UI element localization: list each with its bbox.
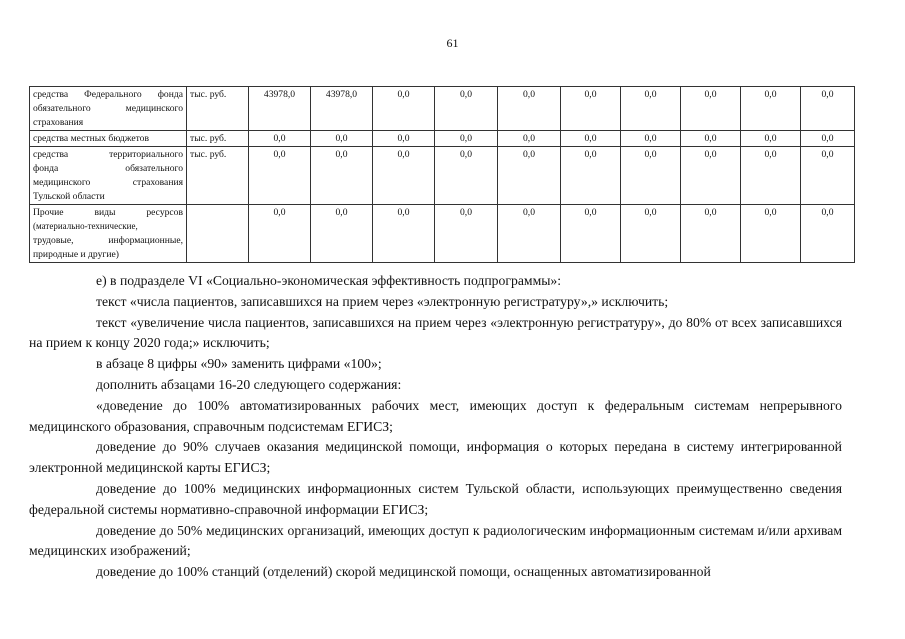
value-cell: 0,0 — [621, 87, 681, 131]
value-cell: 0,0 — [561, 205, 621, 263]
value-cell: 0,0 — [311, 131, 373, 147]
paragraph: дополнить абзацами 16-20 следующего содержания: — [96, 376, 402, 392]
row-label-line: фонда обязательного — [33, 163, 183, 174]
value-cell: 43978,0 — [311, 87, 373, 131]
value-cell: 0,0 — [249, 131, 311, 147]
paragraph: доведение до 100% станций (отделений) скорой медицинской помощи, оснащенных автоматизированной — [96, 564, 711, 580]
value-cell: 0,0 — [561, 131, 621, 147]
value-cell: 0,0 — [681, 131, 741, 147]
row-label-line: средства Федерального фонда — [33, 89, 183, 100]
value-cell: 0,0 — [373, 205, 435, 263]
value-cell: 0,0 — [561, 87, 621, 131]
row-label-line: трудовые, информационные, — [33, 235, 183, 246]
row-label-line: страхования — [33, 117, 84, 128]
table-row — [30, 147, 855, 205]
table-row — [30, 131, 855, 147]
value-cell: 0,0 — [621, 131, 681, 147]
value-cell: 0,0 — [741, 147, 801, 205]
row-label-line: Прочие виды ресурсов — [33, 207, 183, 218]
value-cell: 0,0 — [373, 87, 435, 131]
paragraph: доведение до 100% медицинских информационных систем Тульской области, использующих преимущественно сведения федеральной системы нормативно-справочной информации ЕГИСЗ; — [29, 480, 842, 517]
unit-cell: тыс. руб. — [187, 147, 249, 205]
table-row — [30, 87, 855, 131]
unit-cell: тыс. руб. — [187, 87, 249, 131]
value-cell: 0,0 — [801, 131, 855, 147]
value-cell: 0,0 — [741, 131, 801, 147]
value-cell: 0,0 — [373, 131, 435, 147]
row-label-line: природные и другие) — [33, 249, 119, 260]
row-label — [30, 87, 187, 131]
row-label-line: Тульской области — [33, 191, 105, 202]
value-cell: 0,0 — [621, 147, 681, 205]
row-label — [30, 131, 187, 147]
value-cell: 0,0 — [498, 205, 561, 263]
table-row — [30, 205, 855, 263]
row-label — [30, 205, 187, 263]
row-label-line: обязательного медицинского — [33, 103, 183, 114]
value-cell: 0,0 — [561, 147, 621, 205]
row-label-line: медицинского страхования — [33, 177, 183, 188]
value-cell: 0,0 — [373, 147, 435, 205]
row-label-line: средства местных бюджетов — [33, 133, 149, 144]
value-cell: 0,0 — [249, 205, 311, 263]
value-cell: 0,0 — [801, 205, 855, 263]
value-cell: 0,0 — [498, 147, 561, 205]
paragraph: в абзаце 8 цифры «90» заменить цифрами «100»; — [96, 356, 382, 372]
value-cell: 0,0 — [311, 205, 373, 263]
value-cell: 0,0 — [741, 87, 801, 131]
row-label-line: (материально-технические, — [33, 221, 138, 231]
unit-cell — [187, 205, 249, 263]
value-cell: 0,0 — [311, 147, 373, 205]
paragraph: е) в подразделе VI «Социально-экономическая эффективность подпрограммы»: — [96, 273, 562, 288]
value-cell: 0,0 — [498, 131, 561, 147]
paragraph: текст «числа пациентов, записавшихся на прием через «электронную регистратуру»,» исключить; — [96, 293, 669, 309]
row-label — [30, 147, 187, 205]
value-cell: 0,0 — [435, 205, 498, 263]
value-cell: 43978,0 — [249, 87, 311, 131]
value-cell: 0,0 — [249, 147, 311, 205]
paragraph: доведение до 50% медицинских организаций, имеющих доступ к радиологическим информационным системам и/или архивам медицинских изображений; — [29, 522, 842, 559]
value-cell: 0,0 — [435, 131, 498, 147]
value-cell: 0,0 — [681, 147, 741, 205]
body-text — [29, 271, 842, 583]
value-cell: 0,0 — [621, 205, 681, 263]
value-cell: 0,0 — [741, 205, 801, 263]
unit-cell: тыс. руб. — [187, 131, 249, 147]
value-cell: 0,0 — [801, 87, 855, 131]
value-cell: 0,0 — [681, 87, 741, 131]
value-cell: 0,0 — [435, 87, 498, 131]
page-number: 61 — [446, 36, 459, 50]
value-cell: 0,0 — [435, 147, 498, 205]
paragraph: доведение до 90% случаев оказания медицинской помощи, информация о которых передана в систему интегрированной электронной медицинской карты ЕГИСЗ; — [29, 439, 842, 476]
funding-table-body — [30, 87, 855, 263]
paragraph: «доведение до 100% автоматизированных рабочих мест, имеющих доступ к федеральным системам непрерывного медицинского образования, справочным подсистемам ЕГИСЗ; — [29, 397, 842, 434]
row-label-line: средства территориального — [33, 149, 183, 160]
value-cell: 0,0 — [681, 205, 741, 263]
value-cell: 0,0 — [801, 147, 855, 205]
funding-table — [29, 86, 855, 263]
value-cell: 0,0 — [498, 87, 561, 131]
paragraph: текст «увеличение числа пациентов, записавшихся на прием через «электронную регистратуру», до 80% от всех записавшихся на прием к концу 2020 года;» исключить; — [29, 314, 842, 351]
